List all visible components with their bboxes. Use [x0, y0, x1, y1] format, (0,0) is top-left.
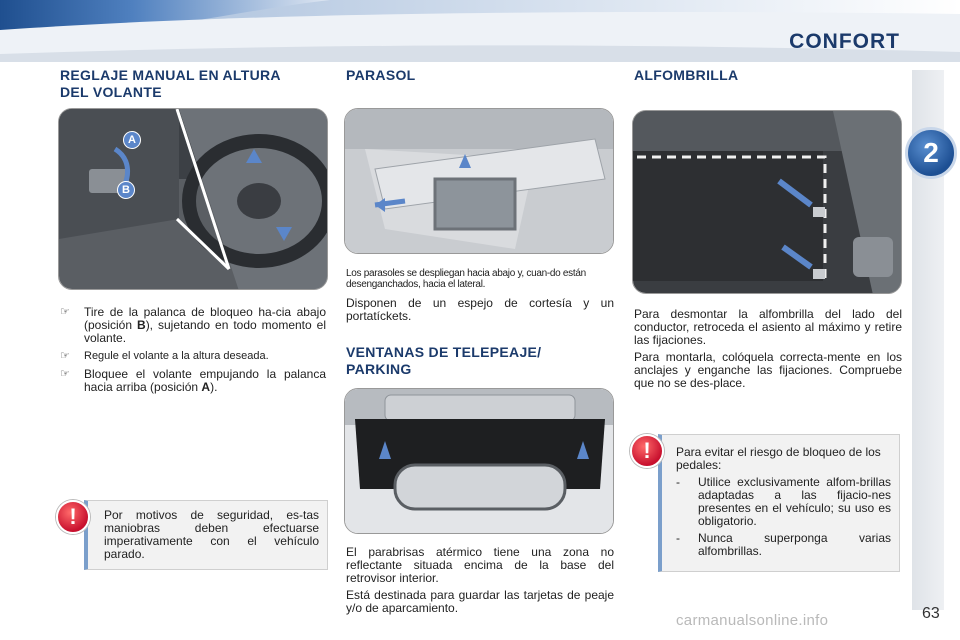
rearview-mirror-figure [344, 388, 614, 534]
page-header [0, 0, 960, 62]
mat-text [634, 308, 902, 394]
sunvisor-heading: PARASOL [346, 67, 416, 83]
toll-text-1: El parabrisas atérmico tiene una zona no reflectante situada encima de la base del retrovisor interior. [346, 545, 614, 585]
toll-heading [346, 344, 614, 378]
steering-instructions [60, 306, 326, 399]
floor-mat-figure [632, 110, 902, 294]
sunvisor-figure [344, 108, 614, 254]
mat-text-2: Para montarla, colóquela correcta-mente en los anclajes y enganche las fijaciones. Compruebe que no se des-place. [634, 350, 902, 390]
toll-heading-line2: PARKING [346, 361, 412, 377]
pointing-hand-icon: ☞ [60, 306, 70, 318]
steering-heading [60, 67, 340, 101]
mat-text-1: Para desmontar la alfombrilla del lado del conductor, retroceda el asiento al máximo y retire las fijaciones. [634, 307, 902, 347]
steering-heading-line1: REGLAJE MANUAL EN ALTURA [60, 67, 281, 83]
page-number: 63 [922, 605, 940, 622]
watermark: carmanualsonline.info [676, 612, 829, 629]
toll-text [346, 546, 614, 619]
mat-heading: ALFOMBRILLA [634, 67, 739, 83]
steering-warning-box [84, 500, 328, 570]
steering-step-3: ☞ Bloquee el volante empujando la palanca hacia arriba (posición A). [60, 367, 326, 394]
pointing-hand-icon: ☞ [60, 368, 70, 380]
mat-warning-item-1: - Utilice exclusivamente alfom-brillas adaptadas a las fijacio-nes presentes en el vehículo; su uso es obligatorio. [676, 475, 891, 528]
sunvisor-caption: Los parasoles se despliegan hacia abajo y, cuan-do están desenganchados, hacia el lateral. [346, 268, 586, 290]
mat-warning-item-2: - Nunca superponga varias alfombrillas. [676, 531, 891, 558]
steering-step-1: ☞ Tire de la palanca de bloqueo ha-cia abajo (posición B), sujetando en todo momento el volante. [60, 305, 327, 345]
mat-warning-intro: Para evitar el riesgo de bloqueo de los pedales: [676, 445, 881, 472]
page-title: CONFORT [789, 30, 900, 53]
sunvisor-text: Disponen de un espejo de cortesía y un portatíckets. [346, 296, 614, 323]
exclamation-icon: ! [56, 500, 90, 534]
exclamation-icon: ! [630, 434, 664, 468]
mat-warning-box [658, 434, 900, 572]
steering-warning-text: Por motivos de seguridad, es-tas maniobras deben efectuarse imperativamente con el vehículo parado. [104, 508, 319, 561]
position-a-label: A [123, 131, 141, 149]
steering-wheel-figure [58, 108, 328, 290]
chapter-number-badge: 2 [905, 127, 957, 179]
toll-heading-line1: VENTANAS DE TELEPEAJE/ [346, 344, 542, 360]
pointing-hand-icon: ☞ [60, 350, 70, 362]
position-b-label: B [117, 181, 135, 199]
steering-step-2: ☞ Regule el volante a la altura deseada. [60, 350, 269, 362]
toll-text-2: Está destinada para guardar las tarjetas de peaje y/o de aparcamiento. [346, 588, 614, 615]
steering-heading-line2: DEL VOLANTE [60, 84, 162, 100]
